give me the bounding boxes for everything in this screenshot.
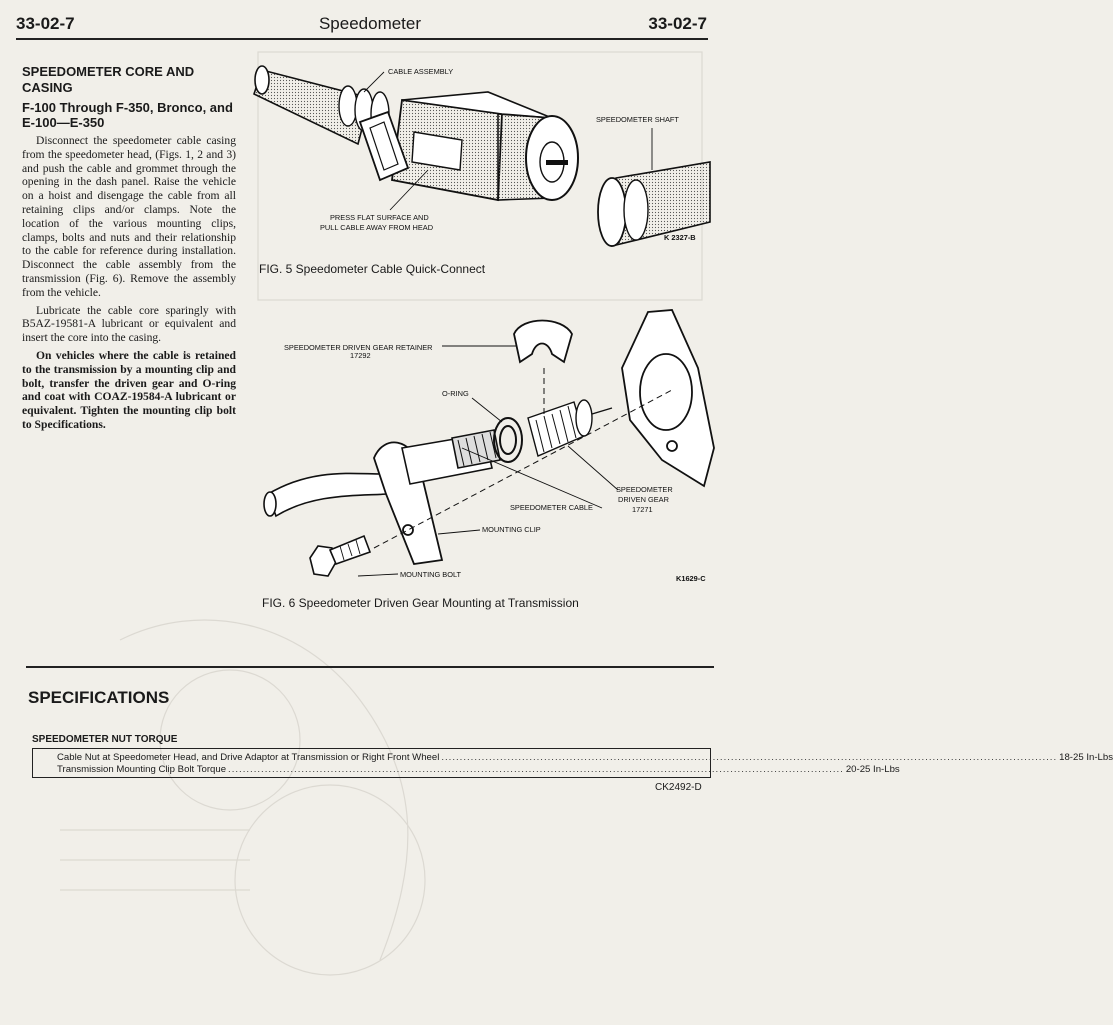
spec-value: 20-25 In-Lbs [845, 764, 900, 775]
page-number-left: 33-02-7 [16, 14, 75, 33]
specifications-code: CK2492-D [655, 782, 702, 793]
section-title-line2: CASING [22, 80, 73, 95]
torque-spec-table [32, 748, 1113, 778]
threaded-housing [402, 430, 500, 484]
mounting-bolt [310, 536, 370, 576]
spec-value: 18-25 In-Lbs [1059, 752, 1113, 763]
vehicle-subtitle: F-100 Through F-350, Bronco, and E-100—E-350 [22, 100, 233, 130]
label-cable-assembly: CABLE ASSEMBLY [388, 67, 454, 76]
fig6-id: K1629-C [676, 574, 706, 583]
section-title-line1: SPEEDOMETER CORE AND [22, 64, 195, 79]
connector-tube [498, 114, 578, 200]
label-gear-retainer-number: 17292 [350, 351, 371, 360]
dot-leader: ........................................................................................................................................................................ [228, 764, 844, 775]
page-number-right: 33-02-7 [648, 14, 707, 33]
paragraph-disconnect: Disconnect the speedometer cable casing from the speedometer head, (Figs. 1, 2 and 3) and push the cable and grommet through the opening in the dash panel. Raise the vehicle on a hoist and disengage the cable from all retaining clips and/or clamps. Note the location of the various mounting clips, clamps, bolts and nuts and their relationship to the cable for reference during installation. Disconnect the cable assembly from the transmission (Fig. 6). Remove the assembly from the vehicle. [22, 134, 236, 299]
driven-gear-retainer [514, 321, 572, 363]
spec-name: Transmission Mounting Clip Bolt Torque [57, 764, 227, 775]
speedometer-cable [264, 473, 388, 516]
o-ring [494, 418, 522, 462]
fig6-caption: FIG. 6 Speedometer Driven Gear Mounting at Transmission [262, 596, 579, 610]
fig5-caption: FIG. 5 Speedometer Cable Quick-Connect [259, 262, 486, 276]
label-driven-gear-line1: SPEEDOMETER [616, 485, 673, 494]
spec-name: Cable Nut at Speedometer Head, and Drive Adaptor at Transmission or Right Front Wheel [57, 752, 440, 763]
label-mounting-bolt: MOUNTING BOLT [400, 570, 462, 579]
label-press-line1: PRESS FLAT SURFACE AND [330, 213, 429, 222]
label-press-line2: PULL CABLE AWAY FROM HEAD [320, 223, 434, 232]
label-o-ring: O-RING [442, 389, 469, 398]
paragraph-mounting-clip: On vehicles where the cable is retained to the transmission by a mounting clip and bolt, transfer the driven gear and O-ring and coat with COAZ-19584-A lubricant or equivalent. Tighten the mounting clip bolt to Specifications. [22, 348, 236, 431]
header-rule [16, 38, 708, 40]
fig5-id: K 2327-B [664, 233, 696, 242]
dot-leader: ........................................................................................................................................................................ [441, 752, 1058, 763]
fig5-quick-connect-illustration [252, 52, 710, 264]
transmission-flange [622, 310, 714, 486]
specifications-subtitle: SPEEDOMETER NUT TORQUE [32, 734, 178, 745]
running-head-title: Speedometer [318, 14, 422, 33]
label-mounting-clip: MOUNTING CLIP [482, 525, 541, 534]
label-speedometer-shaft: SPEEDOMETER SHAFT [596, 115, 679, 124]
label-driven-gear-line2: DRIVEN GEAR [618, 495, 669, 504]
label-gear-retainer: SPEEDOMETER DRIVEN GEAR RETAINER [284, 343, 433, 352]
procedure-column [22, 64, 236, 432]
label-driven-gear-number: 17271 [632, 505, 653, 514]
label-speedometer-cable: SPEEDOMETER CABLE [510, 503, 593, 512]
section-rule [26, 666, 714, 668]
paragraph-lubricate: Lubricate the cable core sparingly with B5AZ-19581-A lubricant or equivalent and insert the core into the casing. [22, 303, 236, 345]
table-row [57, 763, 900, 776]
specifications-title: SPECIFICATIONS [28, 688, 170, 707]
fig6-driven-gear-illustration [252, 298, 714, 594]
